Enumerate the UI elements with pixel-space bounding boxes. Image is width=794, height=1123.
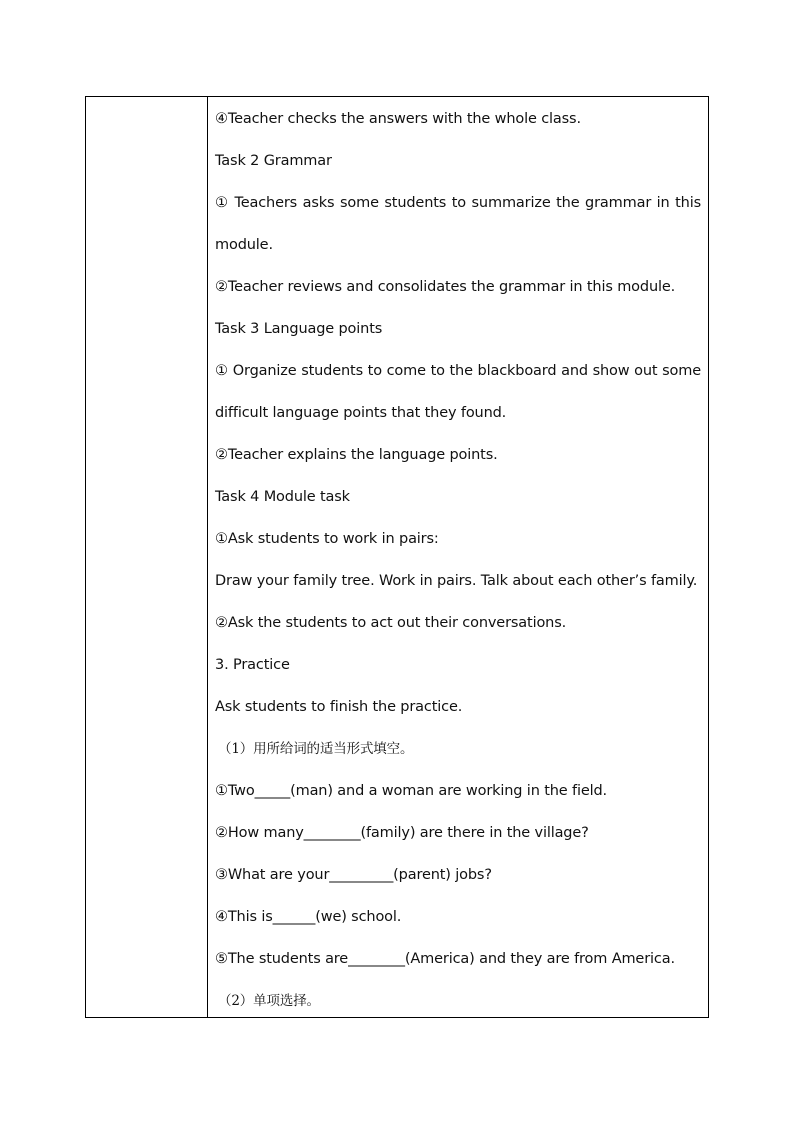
table-left-cell	[86, 97, 208, 1017]
practice-instruction: Ask students to finish the practice.	[215, 699, 463, 715]
exercise-item-2: ②How many________(family) are there in the village?	[215, 825, 589, 841]
exercise-item-3: ③What are your_________(parent) jobs?	[215, 867, 492, 883]
task-2-heading: Task 2 Grammar	[215, 153, 332, 169]
task-3-heading: Task 3 Language points	[215, 321, 383, 337]
exercise-item-5: ⑤The students are________(America) and they are from America.	[215, 951, 675, 967]
family-tree-instruction: Draw your family tree. Work in pairs. Talk about each other’s family.	[215, 573, 698, 589]
lesson-table	[85, 96, 709, 1018]
grammar-summary-line-1: ① Teachers asks some students to summarize the grammar in this	[215, 195, 701, 211]
exercise-item-1: ①Two_____(man) and a woman are working in the field.	[215, 783, 607, 799]
task-4-heading: Task 4 Module task	[215, 489, 350, 505]
table-content-cell	[208, 97, 708, 1017]
exercise-1-heading: （1）用所给词的适当形式填空。	[218, 741, 414, 757]
practice-heading: 3. Practice	[215, 657, 290, 673]
grammar-summary-line-2: module.	[215, 237, 273, 253]
grammar-review: ②Teacher reviews and consolidates the grammar in this module.	[215, 279, 676, 295]
language-points-explain: ②Teacher explains the language points.	[215, 447, 498, 463]
exercise-2-heading: （2）单项选择。	[218, 993, 320, 1009]
act-out-instruction: ②Ask the students to act out their conversations.	[215, 615, 567, 631]
step-check-answers: ④Teacher checks the answers with the whole class.	[215, 111, 581, 127]
pair-work-instruction: ①Ask students to work in pairs:	[215, 531, 439, 547]
exercise-item-4: ④This is______(we) school.	[215, 909, 402, 925]
language-points-line-2: difficult language points that they found.	[215, 405, 507, 421]
language-points-line-1: ① Organize students to come to the blackboard and show out some	[215, 363, 701, 379]
